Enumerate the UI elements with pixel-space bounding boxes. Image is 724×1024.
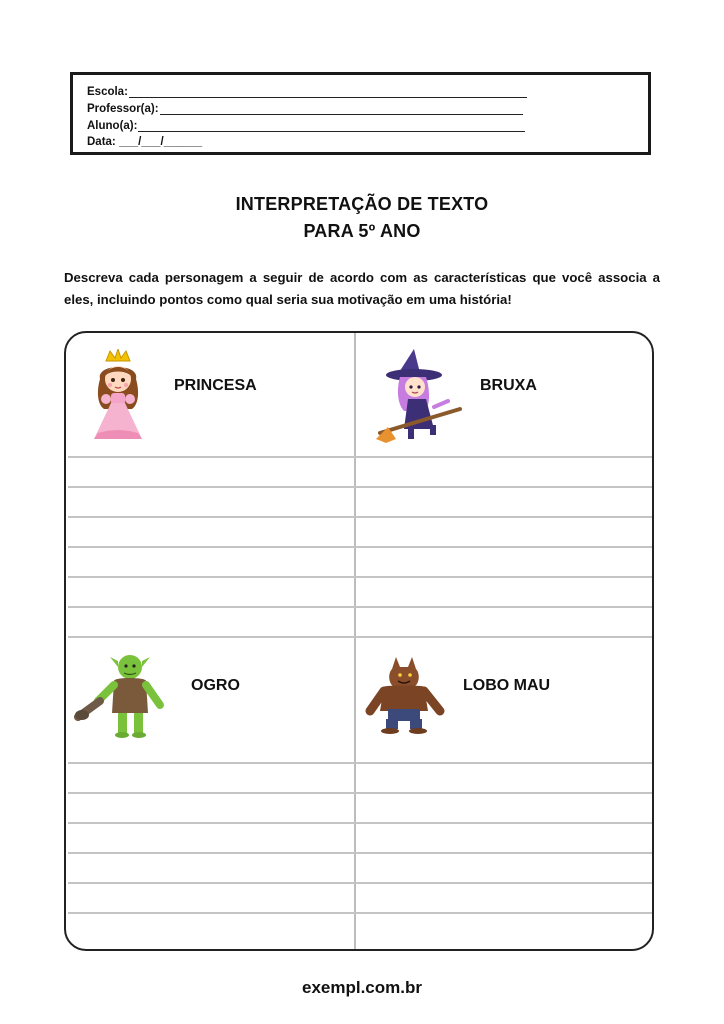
writing-line[interactable] <box>68 912 652 914</box>
character-name-princesa: PRINCESA <box>174 377 257 394</box>
writing-line[interactable] <box>68 792 652 794</box>
writing-line[interactable] <box>68 516 652 518</box>
escola-field[interactable] <box>129 86 527 98</box>
writing-line[interactable] <box>68 762 652 764</box>
princess-icon <box>88 349 148 443</box>
data-line <box>87 136 202 148</box>
writing-line[interactable] <box>68 882 652 884</box>
writing-line[interactable] <box>68 852 652 854</box>
aluno-label: Aluno(a): <box>87 120 138 132</box>
column-divider <box>354 333 356 949</box>
professor-field[interactable] <box>160 103 523 115</box>
character-name-ogro: OGRO <box>191 677 240 694</box>
aluno-field[interactable] <box>138 120 525 132</box>
character-name-bruxa: BRUXA <box>480 377 537 394</box>
character-grid <box>64 331 654 951</box>
page-title-line2: PARA 5º ANO <box>303 221 421 241</box>
professor-line <box>87 103 523 115</box>
page-title-line1: INTERPRETAÇÃO DE TEXTO <box>235 194 489 214</box>
werewolf-icon <box>364 651 450 735</box>
character-name-lobo-mau: LOBO MAU <box>463 677 551 694</box>
footer-website[interactable]: exempl.com.br <box>302 978 422 997</box>
writing-line[interactable] <box>68 822 652 824</box>
instructions-text: Descreva cada personagem a seguir de acordo com as características que você associa a eles, incluindo pontos como qual seria sua motivação em uma história! <box>64 270 660 307</box>
writing-line[interactable] <box>68 486 652 488</box>
writing-line[interactable] <box>68 636 652 638</box>
writing-line[interactable] <box>68 576 652 578</box>
professor-label: Professor(a): <box>87 103 159 115</box>
student-info-box <box>70 72 651 155</box>
writing-line[interactable] <box>68 606 652 608</box>
aluno-line <box>87 120 525 132</box>
escola-label: Escola: <box>87 86 128 98</box>
writing-line[interactable] <box>68 456 652 458</box>
witch-icon <box>374 347 466 447</box>
writing-line[interactable] <box>68 546 652 548</box>
data-label[interactable]: Data: ___/___/______ <box>87 136 203 148</box>
ogre-icon <box>74 653 182 743</box>
escola-line <box>87 86 527 98</box>
